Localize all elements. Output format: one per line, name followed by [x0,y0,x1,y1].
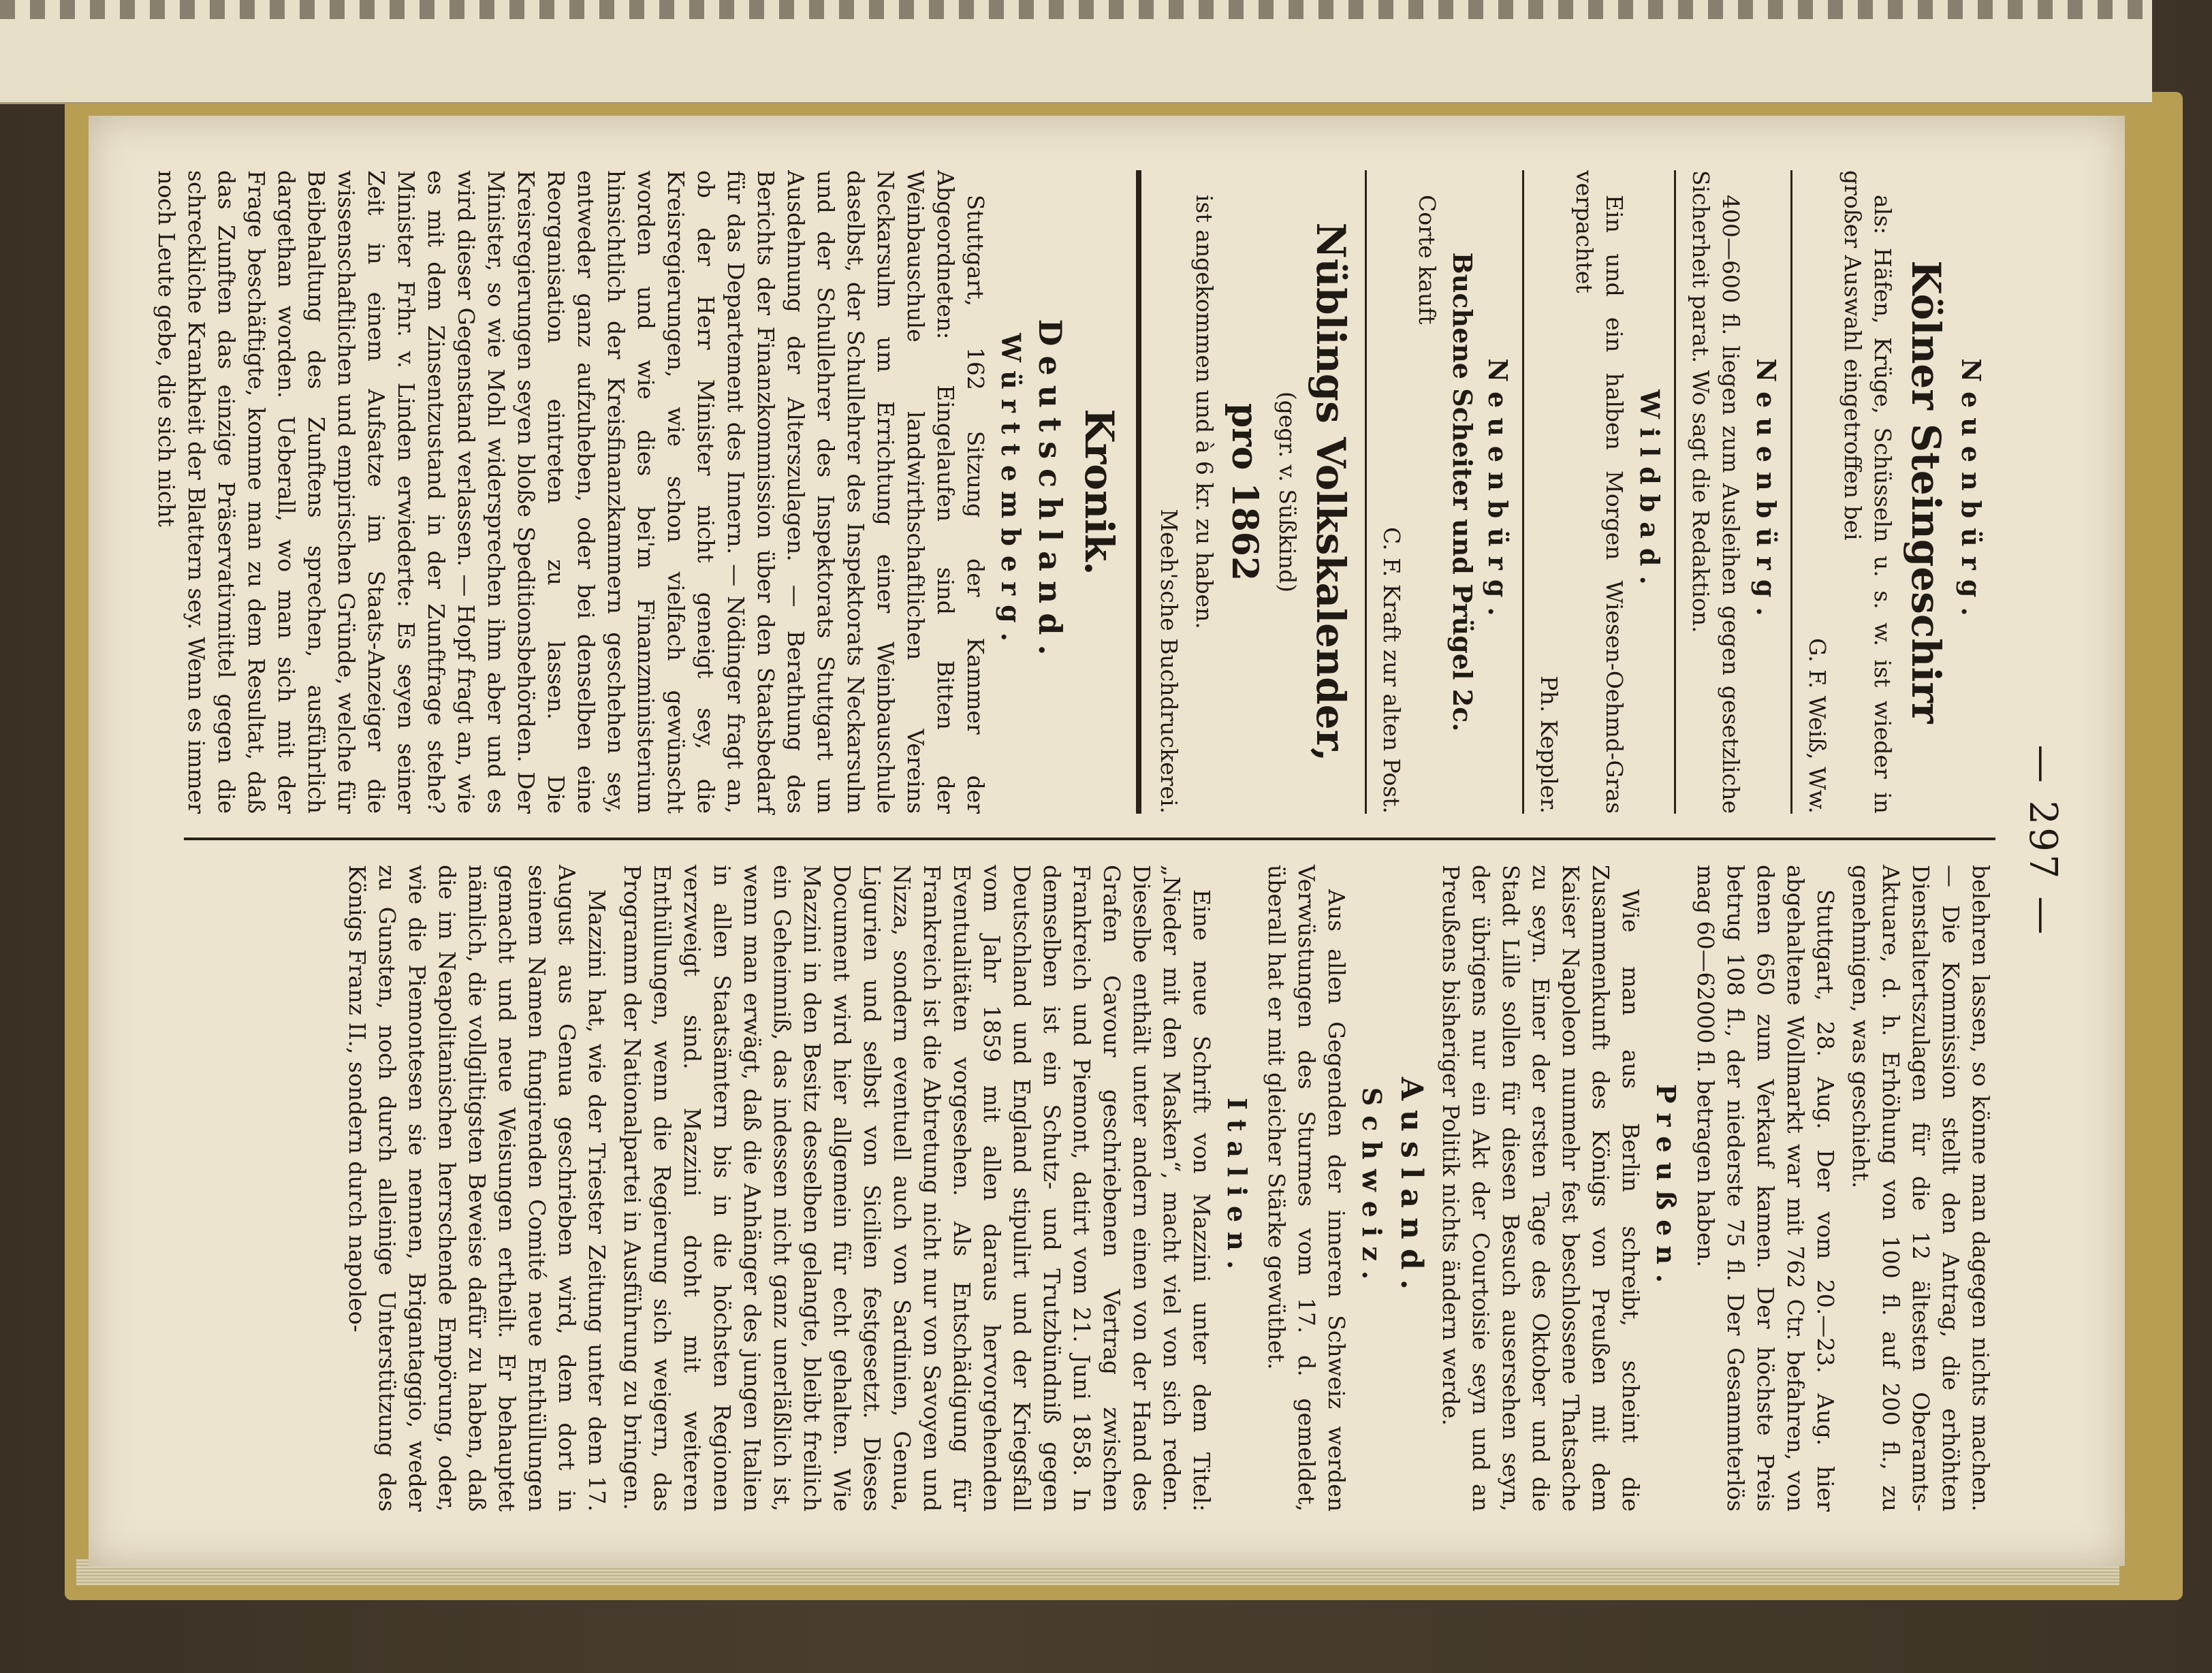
article-p4: Aus allen Gegenden der inneren Schweiz werden Verwüstungen des Sturmes vom 17. d. gemeldet, überall hat er mit gleicher Stärke gewüthet. [1263,865,1350,1512]
previous-page-edge [0,0,2152,104]
article-p1: belehren lassen, so könne man dagegen nichts machen. — Die Kommission stellt den Antrag, die erhöhten Dienstaltertszulagen für die 12 ältesten Oberamts-Aktuare, d. h. Erhöhung von 100 fl. auf 200 fl., zu genehmigen, was geschieht. [1848,865,1994,1512]
ad4-sign: C. F. Kraft zur alten Post. [1378,527,1405,814]
ad1-sign: G. F. Weiß, Ww. [1804,638,1831,814]
ad-rule [1674,170,1676,814]
section-wuerttemberg: Württemberg. [996,333,1026,651]
section-ausland: Ausland. [1394,1077,1429,1300]
ad1-place: Neuenbürg. [1956,358,1987,626]
section-deutschland: Deutschland. [1032,319,1069,665]
article-p5: Eine neue Schrift von Mazzini unter dem Titel: „Nieder mit den Masken“, macht viel von sich reden. Dieselbe enthält unter andern einen von der Hand des Grafen Cavour geschriebenen Vertrag zwischen Frankreich und Piemont, datirt vom 21. Juni 1858. In demselben ist ein Schutz- und Trutzbündniß gegen Deutschland und England stipulirt und der Kriegsfall vom Jahr 1859 mit allen daraus hervorgehenden Eventualitäten vorgesehen. Als Entschädigung für Frankreich ist die Abtretung nicht nur von Savoyen und Nizza, sondern eventuell auch von Sardinien, Genua, Ligurien und selbst von Sicilien festgesetzt. Dieses Document wird hier allgemein für echt gehalten. Wie Mazzini in den Besitz desselben gelangte, bleibt freilich ein Geheimniß, das indessen nicht ganz unerläßlich ist, wenn man erwägt, daß die Anhänger des jungen Italien in allen Staatsämtern bis in die höchsten Regionen verzweigt sind. Mazzini droht mit weiteren Enthüllungen, wenn die Regierung sich weigern, das Programm der Nationalpartei in Ausführung zu bringen. [619,865,1215,1512]
page-content [129,143,2084,1539]
article-p6: Mazzini hat, wie der Triester Zeitung unter dem 17. August aus Genua geschrieben wird, dem dort in seinem Namen fungirenden Comité neue Enthüllungen gemacht und neue Weisungen ertheilt. Er behauptet nämlich, die vollgiltigsten Beweise dafür zu haben, daß die im Neapolitanischen herrschende Empörung, oder, wie die Piemontesen sie nennen, Brigantaggio, weder zu Gunsten, noch durch alleinige Unterstützung des Königs Franz II., sondern durch napoleo- [344,865,610,1512]
ad-rule [1790,170,1792,814]
section-rule [1136,170,1141,814]
left-column [153,170,1995,814]
chronik-title: Kronik. [1076,409,1122,575]
ad5-text: ist angekommen und à 6 kr. zu haben. [1191,195,1218,629]
ad5-year: pro 1862 [1224,402,1265,581]
ad5-sign: Meeh'sche Buchdruckerei. [1156,509,1182,814]
ad-rule [1522,170,1524,814]
ad3-sign: Ph. Keppler. [1536,675,1562,814]
ad1-text: als: Häfen, Krüge, Schüsseln u. s. w. ist wieder in großer Auswahl eingetroffen bei [1839,170,1896,814]
section-preussen: Preußen. [1651,1083,1681,1293]
ad2-place: Neuenbürg. [1751,358,1782,626]
ad2-text: 400—600 fl. liegen zum Ausleihen gegen gesetzliche Sicherheit parat. Wo sagt die Redaktion. [1688,170,1744,814]
column-divider [184,838,1995,840]
newspaper-page [89,116,2125,1566]
ad-rule [1365,170,1367,814]
ad4-text: Corte kauft [1414,195,1440,325]
page-number: — 297 — [2021,744,2065,938]
article-p2: Stuttgart, 28. Aug. Der vom 20.—23. Aug. hier abgehaltene Wollmarkt war mit 762 Ctr. befahren, von denen 650 zum Verkauf kamen. Der höchste Preis betrug 108 fl., der niederste 75 fl. Der Gesammterlös mag 60—62000 fl. betragen haben. [1692,865,1839,1512]
ad4-place: Neuenbürg. [1483,358,1513,626]
ad4-title: Buchene Scheiter und Prügel 2c. [1447,252,1478,732]
section-schweiz: Schweiz. [1357,1087,1387,1290]
article-p3: Wie man aus Berlin schreibt, scheint die Zusammenkunft des Königs von Preußen mit dem Kaiser Napoleon nunmehr fest beschlossene Thatsache zu seyn. Einer der ersten Tage des Oktober und die Stadt Lille sollen für diesen Besuch ausersehen seyn, der übrigens nur ein Akt der Courtoisie seyn und an Preußens bisheriger Politik nichts ändern werde. [1438,865,1644,1512]
ad3-place: Wildbad. [1634,389,1665,594]
right-column [157,865,1995,1512]
ad1-title: Kölner Steingeschirr [1903,260,1949,724]
ad3-text: Ein und ein halben Morgen Wiesen-Oehmd-Gras verpachtet [1571,170,1628,814]
wuerttemberg-text: Stuttgart, 162 Sitzung der Kammer der Abgeordneten: Eingelaufen sind Bitten der Weinbauschule landwirthschaftlichen Vereins Neckarsulm um Errichtung einer Weinbauschule daselbst, der Schullehrer des Inspektorats Neckarsulm und der Schullehrer des Inspektorats Stuttgart um Ausdehnung der Alterszulagen. — Berathung des Berichts der Finanzkommission über den Staatsbedarf für das Departement des Innern. — Nödinger fragt an, ob der Herr Minister nicht geneigt sey, die Kreisregierungen, wie schon vielfach gewünscht worden und wie dies bei'm Finanzministerium hinsichtlich der Kreisfinanzkammern geschehen sey, entweder ganz aufzuheben, oder bei denselben eine Reorganisation eintreten zu lassen. Die Kreisregierungen seyen bloße Speditionsbehörden. Der Minister, so wie Mohl widersprechen ihm aber und es wird dieser Gegenstand verlassen. — Hopf fragt an, wie es mit dem Zinsentzustand in der Zunftfrage stehe? Minister Frhr. v. Linden erwiederte: Es seyen seiner Zeit in einem Aufsatze im Staats-Anzeiger die wissenschaftlichen und empirischen Gründe, welche für Beibehaltung des Zunftens sprechen, ausführlich dargethan worden. Ueberall, wo man sich mit der Frage beschäftigte, komme man zu dem Resultat, daß das Zunften das einzige Präservativmittel gegen die schreckliche Krankheit der Blattern sey. Wenn es immer noch Leute gebe, die sich nicht [153,170,989,814]
ad5-title: Nüblings Volkskalender, [1308,222,1354,762]
section-italien: Italien. [1222,1098,1252,1279]
ad5-sub: (gegr. v. Süßkind) [1274,391,1301,593]
